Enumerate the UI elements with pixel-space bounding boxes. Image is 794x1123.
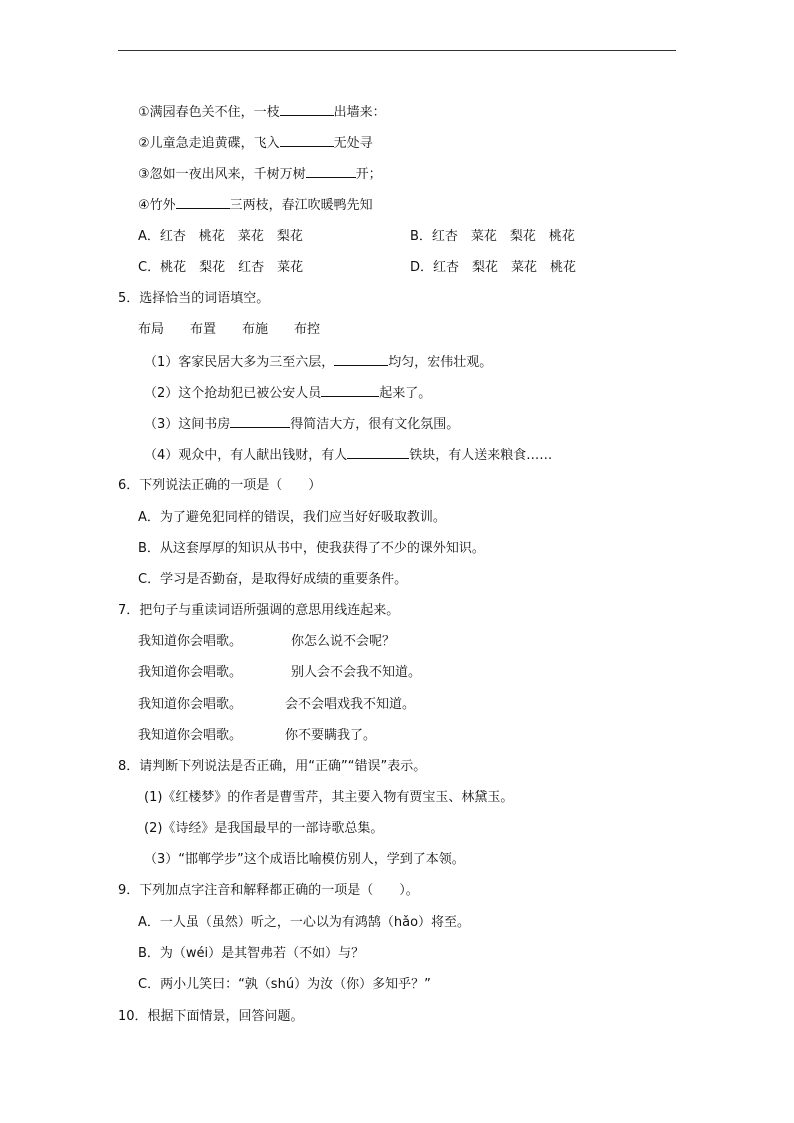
- q8-title: 8．请判断下列说法是否正确，用“正确”“错误”表示。: [118, 759, 427, 774]
- q4-option-c[interactable]: C．桃花 梨花 红杏 菜花: [138, 260, 304, 275]
- q5-item-3: （3）这间书房 得简洁大方，很有文化氛围。: [144, 417, 460, 432]
- q7-right-1[interactable]: 你怎么说不会呢？: [291, 634, 396, 649]
- poem-line-1: ①满园春色关不住，一枝 出墙来：: [138, 105, 386, 120]
- q7-left-3[interactable]: 我知道你会唱歌。: [138, 697, 243, 712]
- q5-item-4: （4）观众中，有人献出钱财，有人 铁块，有人送来粮食……: [144, 448, 553, 463]
- q6-title: 6．下列说法正确的一项是（ ）: [118, 478, 322, 493]
- q9-option-a[interactable]: A．一人虽（虽然）听之，一心以为有鸿鹄（hǎo）将至。: [138, 915, 471, 930]
- q9-option-c[interactable]: C．两小儿笑曰：“孰（shú）为汝（你）多知乎？”: [138, 977, 431, 992]
- answer-blank[interactable]: [334, 353, 388, 366]
- q5-title: 5．选择恰当的词语填空。: [118, 291, 270, 306]
- q7-left-1[interactable]: 我知道你会唱歌。: [138, 634, 243, 649]
- q9-option-b[interactable]: B．为（wéi）是其智弗若（不如）与？: [138, 946, 365, 961]
- q7-right-2[interactable]: 别人会不会我不知道。: [291, 665, 422, 680]
- q6-option-c[interactable]: C．学习是否勤奋，是取得好成绩的重要条件。: [138, 572, 408, 587]
- q4-option-d[interactable]: D．红杏 梨花 菜花 桃花: [410, 260, 577, 275]
- poem-line-2: ②儿童急走追黄碟，飞入 无处寻: [138, 136, 373, 151]
- answer-blank[interactable]: [280, 134, 334, 147]
- q6-option-b[interactable]: B．从这套厚厚的知识从书中，使我获得了不少的课外知识。: [138, 541, 485, 556]
- answer-blank[interactable]: [321, 384, 379, 397]
- q7-right-3[interactable]: 会不会唱戏我不知道。: [285, 697, 416, 712]
- q9-title: 9．下列加点字注音和解释都正确的一项是（ ）。: [118, 883, 419, 898]
- answer-blank[interactable]: [347, 446, 409, 459]
- q5-item-2: （2）这个抢劫犯已被公安人员 起来了。: [144, 386, 432, 401]
- q5-word-bank: 布局 布置 布施 布控: [138, 322, 321, 337]
- q7-right-4[interactable]: 你不要瞒我了。: [285, 728, 377, 743]
- q8-item-1: (1)《红楼梦》的作者是曹雪芹，其主要入物有贾宝玉、林黛玉。: [144, 790, 514, 805]
- answer-blank[interactable]: [230, 415, 290, 428]
- q8-item-3: （3）“邯郸学步”这个成语比喻模仿别人，学到了本领。: [144, 852, 465, 867]
- answer-blank[interactable]: [176, 196, 230, 209]
- poem-line-3: ③忽如一夜出风来，千树万树 开；: [138, 167, 382, 182]
- q7-left-4[interactable]: 我知道你会唱歌。: [138, 728, 243, 743]
- answer-blank[interactable]: [306, 165, 356, 178]
- poem-line-4: ④竹外 三两枝，春江吹暖鸭先知: [138, 198, 373, 213]
- q7-title: 7．把句子与重读词语所强调的意思用线连起来。: [118, 603, 400, 618]
- q10-title: 10．根据下面情景，回答问题。: [118, 1009, 304, 1024]
- header-rule: [118, 50, 676, 51]
- q8-item-2: (2)《诗经》是我国最早的一部诗歌总集。: [144, 821, 384, 836]
- q4-option-b[interactable]: B．红杏 菜花 梨花 桃花: [410, 229, 575, 244]
- q7-left-2[interactable]: 我知道你会唱歌。: [138, 665, 243, 680]
- q5-item-1: （1）客家民居大多为三至六层， 均匀，宏伟壮观。: [144, 355, 493, 370]
- answer-blank[interactable]: [280, 103, 334, 116]
- q4-option-a[interactable]: A．红杏 桃花 菜花 梨花: [138, 229, 303, 244]
- q6-option-a[interactable]: A．为了避免犯同样的错误，我们应当好好吸取教训。: [138, 510, 446, 525]
